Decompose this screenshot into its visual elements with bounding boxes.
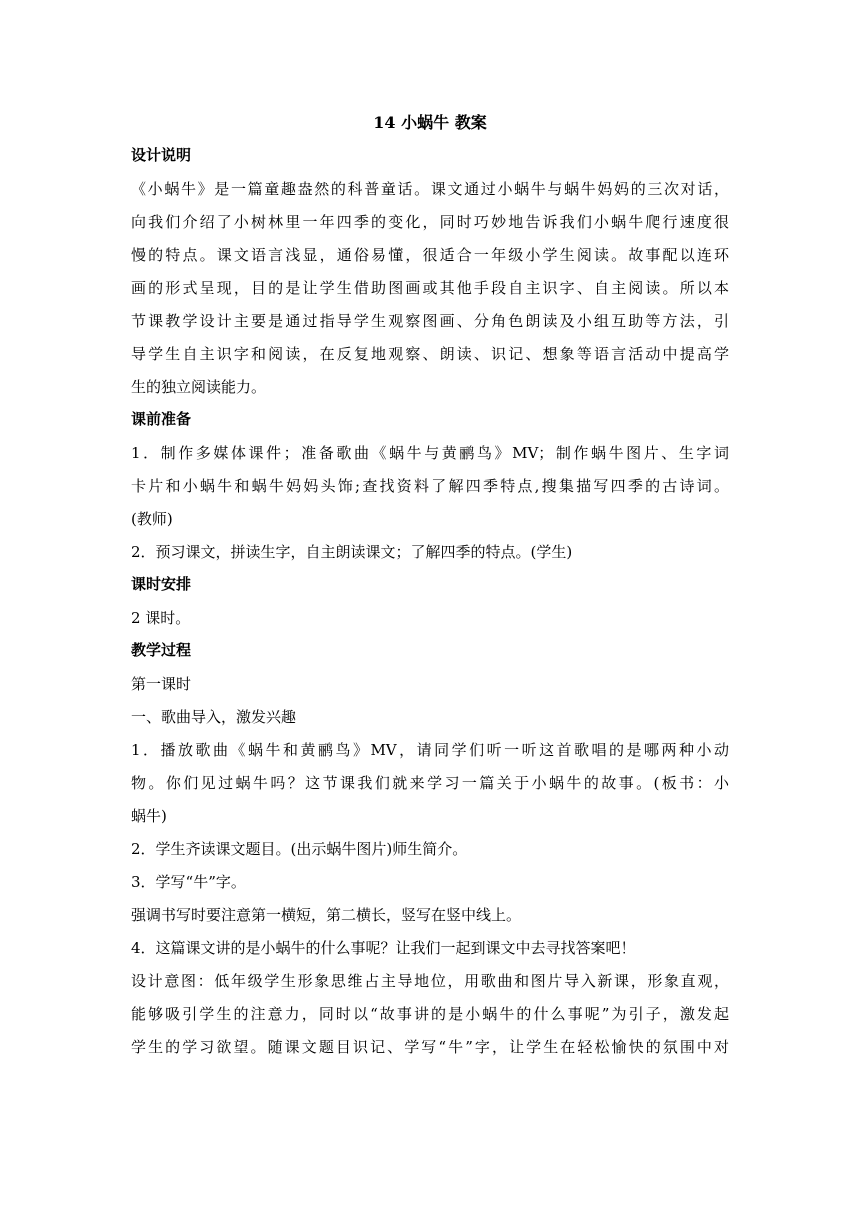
heading-schedule: 课时安排 (131, 575, 192, 593)
text-line: 节课教学设计主要是通过指导学生观察图画、分角色朗读及小组互助等方法，引 (131, 312, 729, 330)
lesson-one-label: 第一课时 (131, 675, 192, 693)
document-title: 14 小蜗牛 教案 (373, 113, 487, 132)
text-line: 《小蜗牛》是一篇童趣盎然的科普童话。课文通过小蜗牛与蜗牛妈妈的三次对话， (131, 180, 729, 198)
text-line: (教师) (131, 510, 173, 528)
text-line: 能够吸引学生的注意力，同时以“故事讲的是小蜗牛的什么事呢”为引子，激发起 (131, 1005, 729, 1023)
design-intent (131, 965, 729, 1064)
prep-item-1 (131, 437, 729, 536)
step-4: 4．这篇课文讲的是小蜗牛的什么事呢？让我们一起到课文中去寻找答案吧！ (131, 939, 636, 957)
text-line: 画的形式呈现，目的是让学生借助图画或其他手段自主识字、自主阅读。所以本 (131, 279, 729, 297)
step-3-note: 强调书写时要注意第一横短，第二横长，竖写在竖中线上。 (131, 906, 522, 924)
part-one-label: 一、歌曲导入，激发兴趣 (131, 708, 297, 726)
document-page (131, 108, 729, 1064)
text-line: 卡片和小蜗牛和蜗牛妈妈头饰;查找资料了解四季特点,搜集描写四季的古诗词。 (131, 477, 729, 495)
text-line: 向我们介绍了小树林里一年四季的变化，同时巧妙地告诉我们小蜗牛爬行速度很 (131, 213, 729, 231)
text-line: 蜗牛) (131, 807, 167, 825)
heading-preparation: 课前准备 (131, 410, 192, 428)
text-line: 学生的学习欲望。随课文题目识记、学写“牛”字，让学生在轻松愉快的氛围中对 (131, 1038, 729, 1056)
step-2: 2．学生齐读课文题目。(出示蜗牛图片)师生简介。 (131, 840, 468, 858)
prep-item-2: 2．预习课文，拼读生字，自主朗读课文；了解四季的特点。(学生) (131, 543, 573, 561)
heading-process: 教学过程 (131, 641, 192, 659)
text-line: 慢的特点。课文语言浅显，通俗易懂，很适合一年级小学生阅读。故事配以连环 (131, 246, 729, 264)
design-notes-paragraph (131, 173, 729, 404)
text-line: 1．制作多媒体课件；准备歌曲《蜗牛与黄鹂鸟》MV；制作蜗牛图片、生字词 (131, 444, 729, 462)
step-1 (131, 734, 729, 833)
text-line: 1．播放歌曲《蜗牛和黄鹂鸟》MV，请同学们听一听这首歌唱的是哪两种小动 (131, 741, 729, 759)
text-line: 导学生自主识字和阅读，在反复地观察、朗读、识记、想象等语言活动中提高学 (131, 345, 729, 363)
text-line: 物。你们见过蜗牛吗？这节课我们就来学习一篇关于小蜗牛的故事。(板书：小 (131, 774, 729, 792)
step-3: 3．学写“牛”字。 (131, 873, 246, 891)
text-line: 生的独立阅读能力。 (131, 378, 267, 396)
text-line: 设计意图：低年级学生形象思维占主导地位，用歌曲和图片导入新课，形象直观， (131, 972, 729, 990)
schedule-text: 2 课时。 (131, 609, 191, 627)
heading-design-notes: 设计说明 (131, 146, 192, 164)
